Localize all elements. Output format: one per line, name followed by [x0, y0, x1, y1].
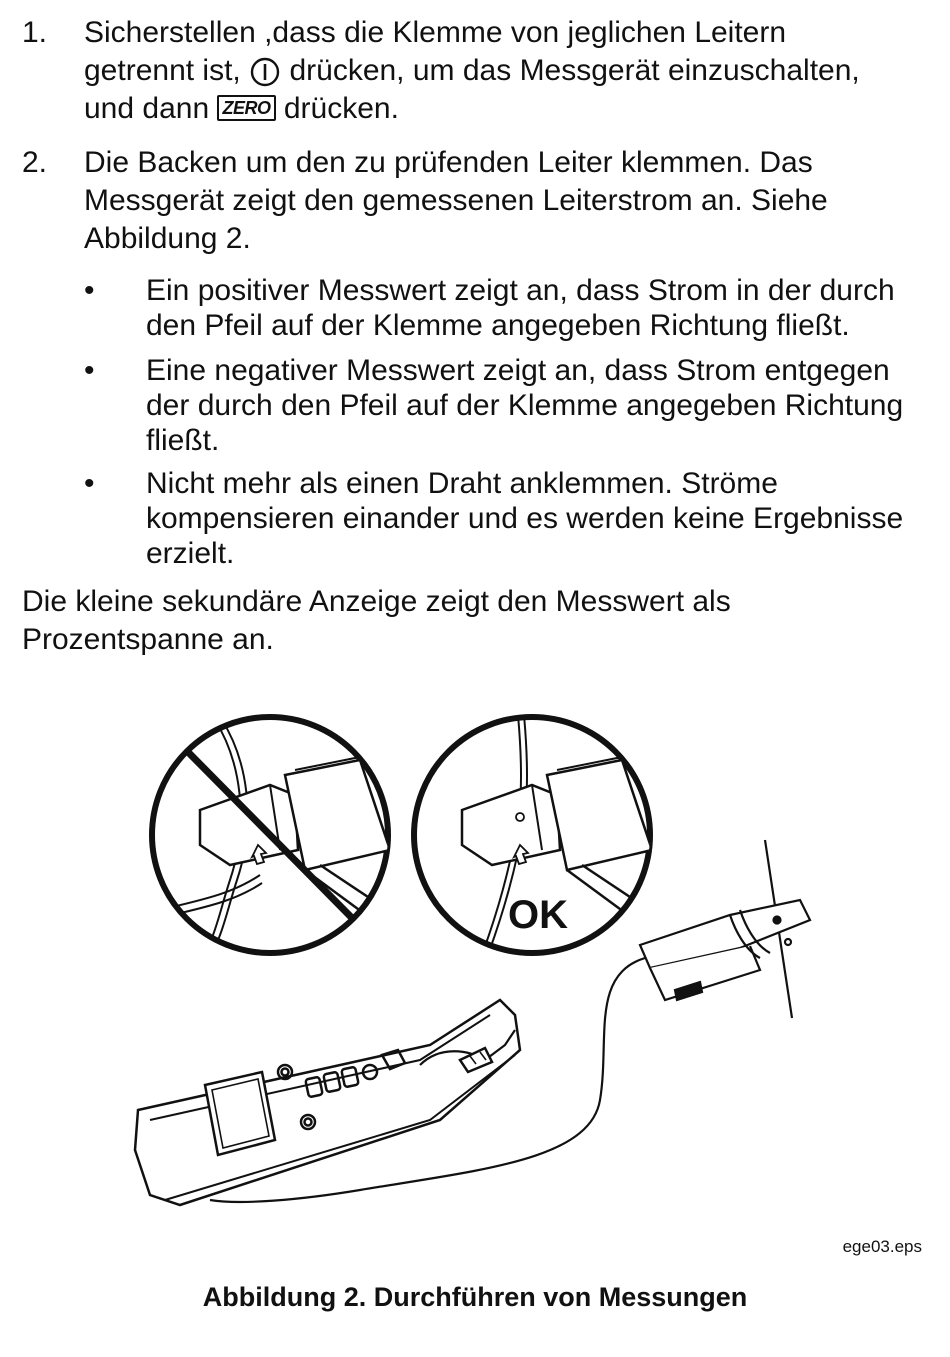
wrong-usage-circle	[152, 717, 410, 960]
step-2	[22, 144, 932, 258]
step-1-line-2: getrennt ist, drücken, um das Messgerät einzuschalten,	[84, 54, 860, 87]
step-2-number: 2.	[22, 146, 48, 179]
measurement-figure	[120, 700, 840, 1240]
bullet-text: Eine negativer Messwert zeigt an, dass Strom entgegen der durch den Pfeil auf der Klemme angegeben Richtung fließt.	[146, 354, 904, 457]
correct-usage-circle	[414, 715, 672, 960]
figure-file-label: ege03.eps	[842, 1237, 922, 1256]
step-1-text	[84, 14, 944, 128]
bullet-text: Ein positiver Messwert zeigt an, dass Strom in der durch den Pfeil auf der Klemme angegeben Richtung fließt.	[146, 274, 895, 342]
zero-key-icon: ZERO	[217, 95, 275, 121]
ok-label: OK	[508, 893, 568, 937]
power-button-icon	[249, 56, 281, 88]
figure-illustration	[120, 700, 840, 1240]
step-1-line-1: Sicherstellen ,dass die Klemme von jeglichen Leitern	[84, 16, 787, 49]
bullet-symbol: •	[84, 354, 95, 387]
step-1	[22, 14, 932, 128]
bullet-symbol: •	[84, 467, 95, 500]
figure-caption: Abbildung 2. Durchführen von Messungen	[202, 1282, 748, 1312]
bullet-text: Nicht mehr als einen Draht anklemmen. Ströme kompensieren einander und es werden keine Ergebnisse erzielt.	[146, 467, 904, 570]
step-2-text: Die Backen um den zu prüfenden Leiter klemmen. Das Messgerät zeigt den gemessenen Leiterstrom an. Siehe Abbildung 2.	[84, 146, 828, 255]
secondary-display-note: Die kleine sekundäre Anzeige zeigt den Messwert als Prozentspanne an.	[22, 585, 731, 656]
step-1-line-3: und dann ZERO drücken.	[84, 92, 399, 125]
step-1-number: 1.	[22, 16, 48, 49]
bullet-symbol: •	[84, 274, 95, 307]
